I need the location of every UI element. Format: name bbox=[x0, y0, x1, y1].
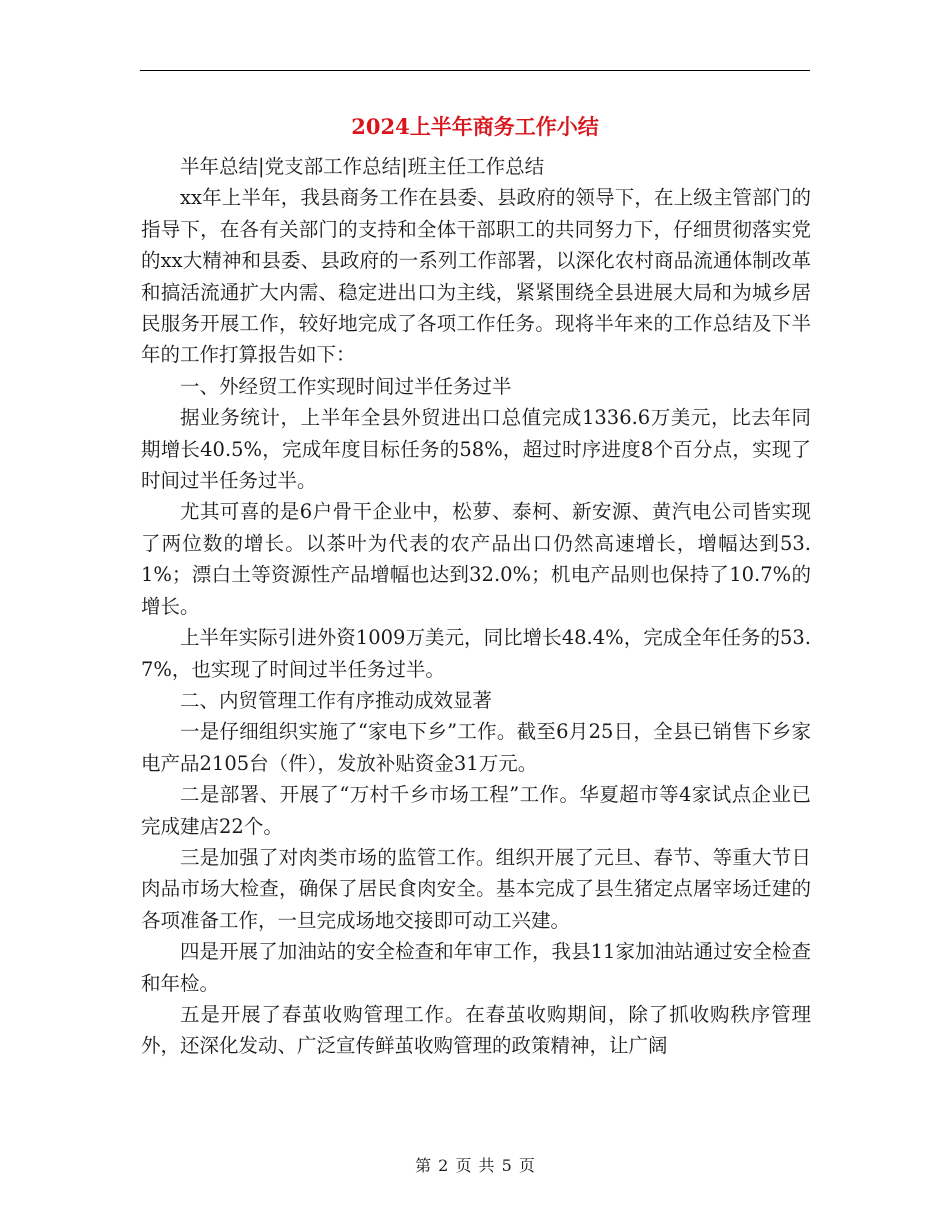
paragraph-item-3: 三是加强了对肉类市场的监管工作。组织开展了元旦、春节、等重大节日肉品市场大检查，确保了居民食肉安全。基本完成了县生猪定点屠宰场迁建的各项准备工作，一旦完成场地交接即可动工兴建。 bbox=[141, 845, 811, 932]
paragraph-item-2: 二是部署、开展了“万村千乡市场工程”工作。华夏超市等4家试点企业已完成建店22个。 bbox=[141, 783, 811, 838]
document-body bbox=[141, 151, 811, 1062]
paragraph-tags: 半年总结|党支部工作总结|班主任工作总结 bbox=[180, 155, 545, 178]
paragraph-foreign-investment: 上半年实际引进外资1009万美元，同比增长48.4%，完成全年任务的53.7%，也实现了时间过半任务过半。 bbox=[141, 626, 811, 681]
paragraph-intro: xx年上半年，我县商务工作在县委、县政府的领导下，在上级主管部门的指导下，在各有关部门的支持和全体干部职工的共同努力下，仔细贯彻落实党的xx大精神和县委、县政府的一系列工作部署，以深化农村商品流通体制改革和搞活流通扩大内需、稳定进出口为主线，紧紧围绕全县进展大局和为城乡居民服务开展工作，较好地完成了各项工作任务。现将半年来的工作总结及下半年的工作打算报告如下： bbox=[141, 186, 811, 367]
paragraph-trade-stats: 据业务统计，上半年全县外贸进出口总值完成1336.6万美元，比去年同期增长40.5%，完成年度目标任务的58%，超过时序进度8个百分点，实现了时间过半任务过半。 bbox=[141, 406, 811, 493]
document-title: 2024上半年商务工作小结 bbox=[351, 114, 599, 139]
header-rule bbox=[140, 70, 810, 71]
paragraph-item-5: 五是开展了春茧收购管理工作。在春茧收购期间，除了抓收购秩序管理外，还深化发动、广泛宣传鲜茧收购管理的政策精神，让广阔 bbox=[141, 1002, 811, 1058]
paragraph-item-4: 四是开展了加油站的安全检查和年审工作，我县11家加油站通过安全检查和年检。 bbox=[141, 940, 811, 995]
paragraph-key-enterprises: 尤其可喜的是6户骨干企业中，松萝、泰柯、新安源、黄汽电公司皆实现了两位数的增长。以茶叶为代表的农产品出口仍然高速增长，增幅达到53.1%；漂白土等资源性产品增幅也达到32.0%；机电产品则也保持了10.7%的增长。 bbox=[141, 500, 811, 618]
section-heading-foreign-trade: 一、外经贸工作实现时间过半任务过半 bbox=[180, 374, 512, 398]
page-number: 第 2 页 共 5 页 bbox=[415, 1156, 535, 1175]
section-heading-domestic-trade: 二、内贸管理工作有序推动成效显著 bbox=[180, 688, 493, 712]
paragraph-item-1: 一是仔细组织实施了“家电下乡”工作。截至6月25日，全县已销售下乡家电产品2105台（件），发放补贴资金31万元。 bbox=[141, 720, 811, 775]
